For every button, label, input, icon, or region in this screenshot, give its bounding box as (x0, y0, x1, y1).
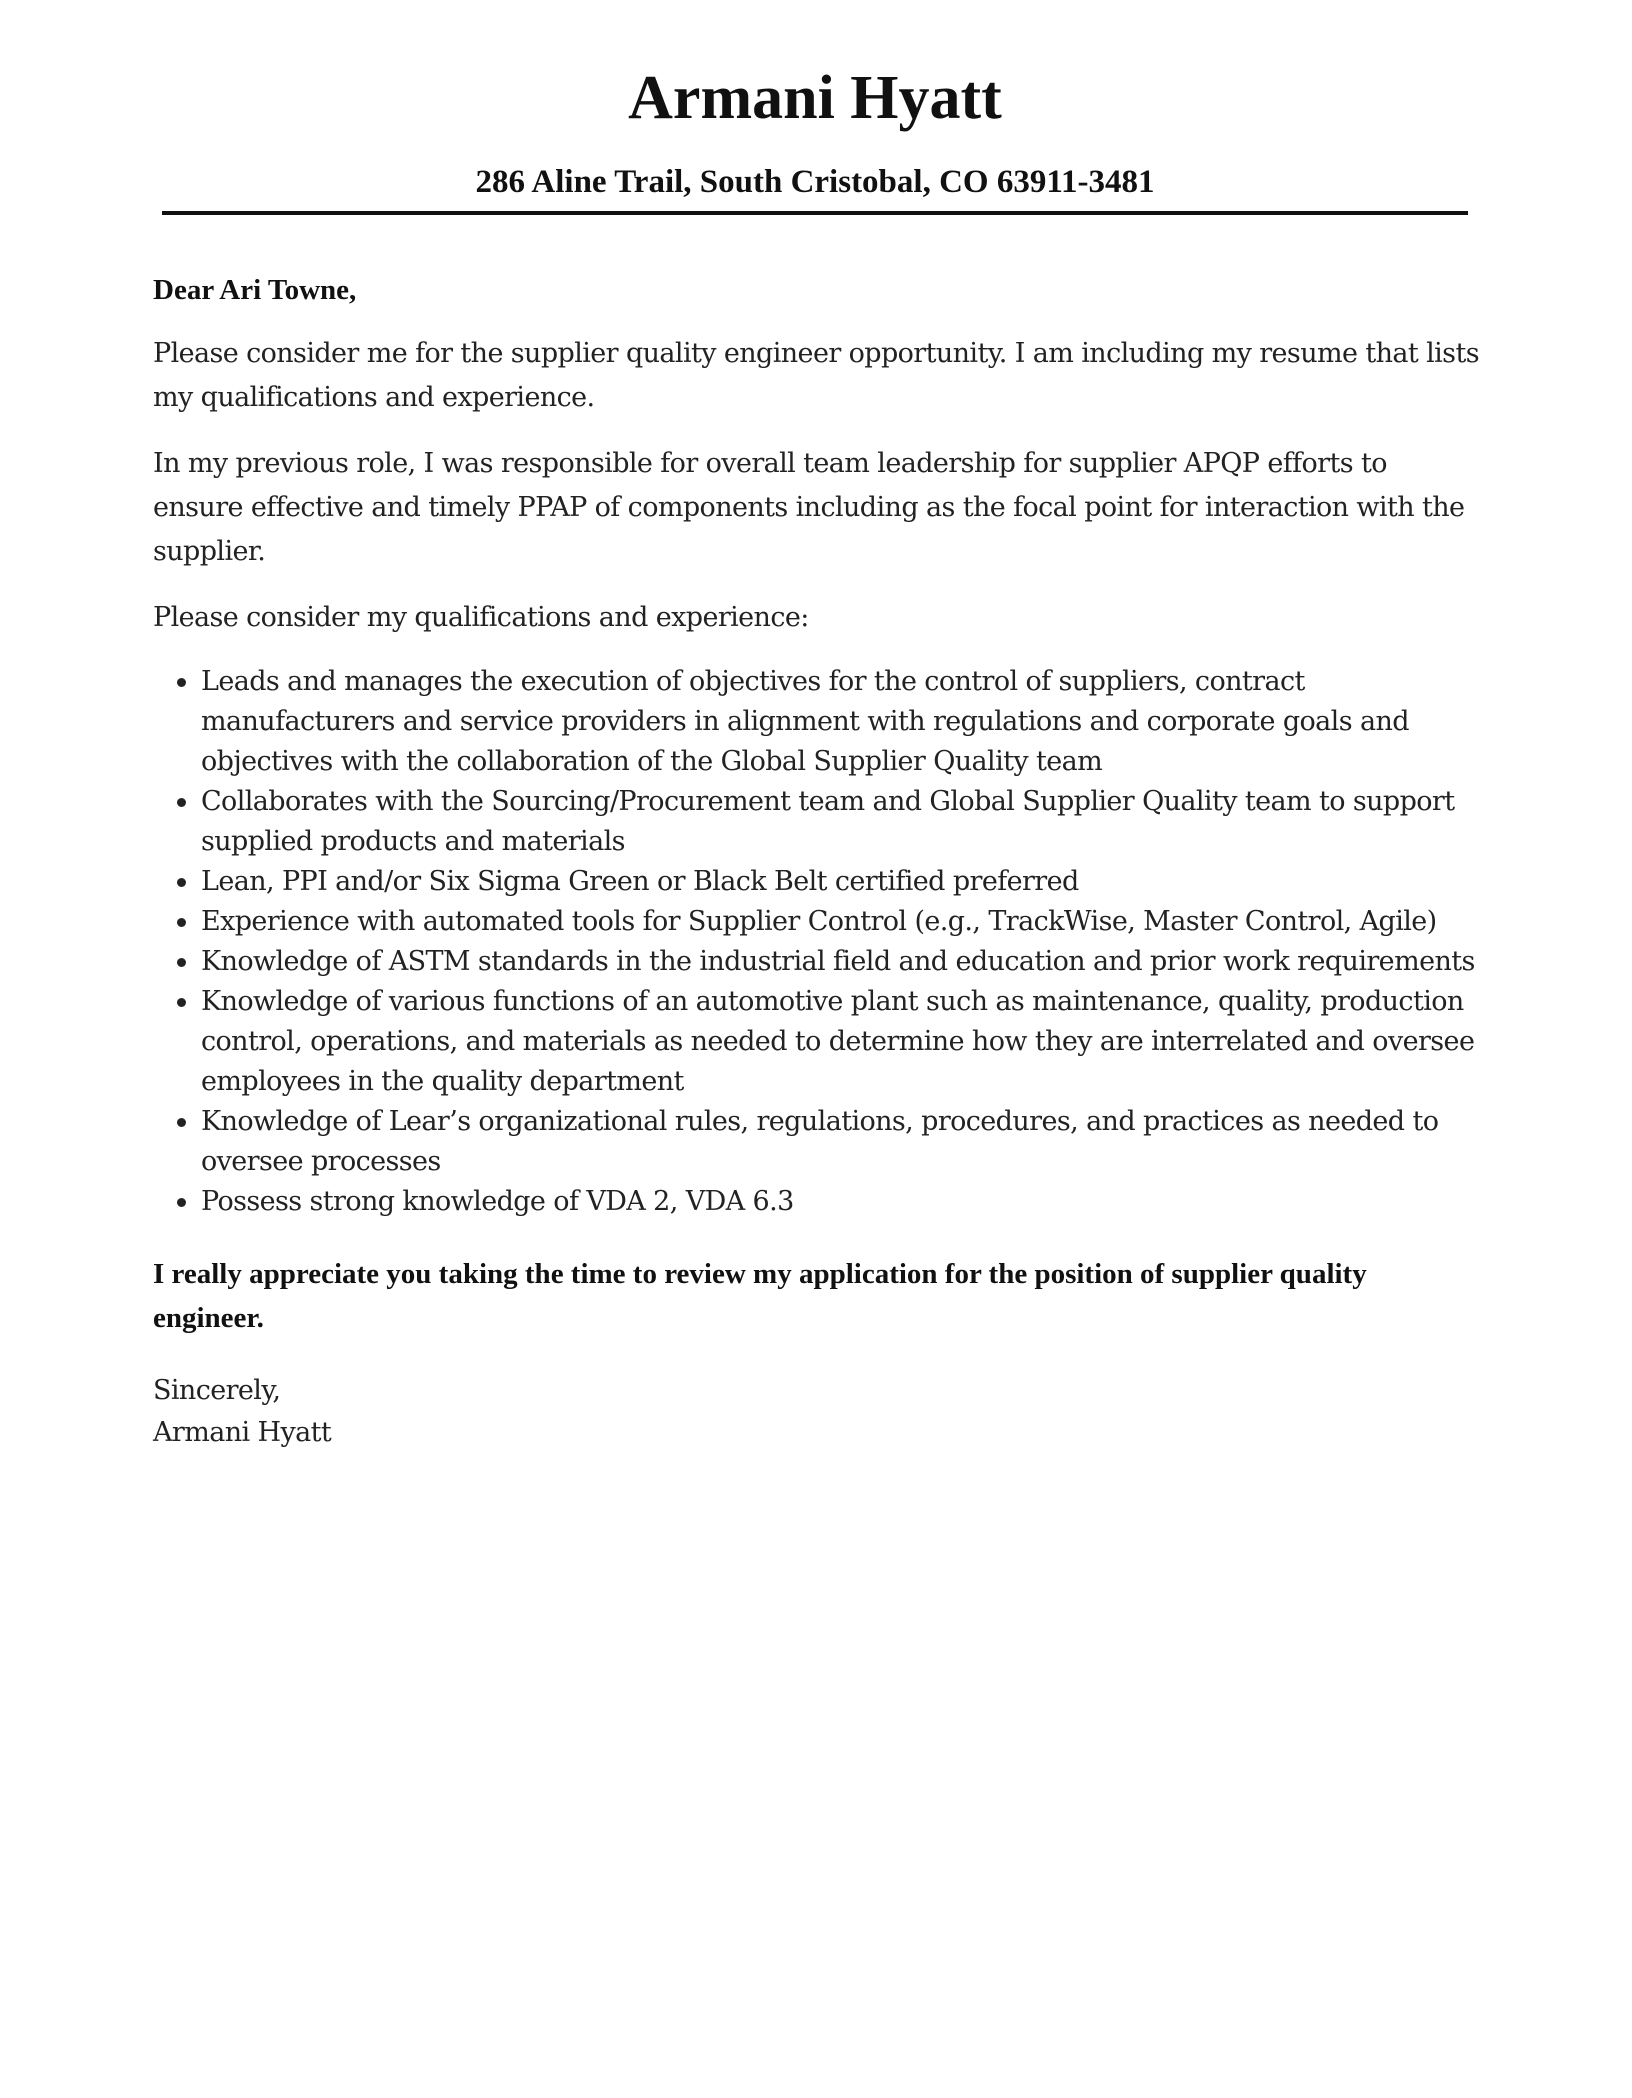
closing-statement: I really appreciate you taking the time to review my application for the position of supplier quality engineer. (153, 1258, 1367, 1334)
list-item-text: Lean, PPI and/or Six Sigma Green or Black Belt certified preferred (201, 866, 1079, 897)
list-item (153, 1102, 1483, 1182)
list-item (153, 662, 1483, 782)
bullet-icon (177, 918, 186, 927)
list-item (153, 982, 1483, 1102)
list-item-text: Knowledge of ASTM standards in the industrial field and education and prior work requirements (201, 946, 1475, 977)
bullet-icon (177, 878, 186, 887)
qualifications-list (153, 662, 1483, 1222)
intro-paragraph: Please consider me for the supplier quality engineer opportunity. I am including my resume that lists my qualifications and experience. (153, 338, 1479, 413)
letter-header (162, 58, 1468, 202)
bullet-icon (177, 998, 186, 1007)
header-divider (162, 211, 1468, 215)
list-item (153, 1182, 1483, 1222)
list-item-text: Leads and manages the execution of objectives for the control of suppliers, contract manufacturers and service providers in alignment with regulations and corporate goals and objectives with the collaboration of the Global Supplier Quality team (201, 666, 1409, 777)
list-item-text: Possess strong knowledge of VDA 2, VDA 6.3 (201, 1186, 794, 1217)
salutation: Dear Ari Towne, (153, 274, 357, 306)
bullet-icon (177, 958, 186, 967)
list-item-text: Experience with automated tools for Supplier Control (e.g., TrackWise, Master Control, Agile) (201, 906, 1437, 937)
list-item-text: Knowledge of various functions of an automotive plant such as maintenance, quality, production control, operations, and materials as needed to determine how they are interrelated and oversee employees in the quality department (201, 986, 1475, 1097)
list-item (153, 862, 1483, 902)
bullet-icon (177, 798, 186, 807)
list-item-text: Collaborates with the Sourcing/Procurement team and Global Supplier Quality team to support supplied products and materials (201, 786, 1455, 857)
sender-address: 286 Aline Trail, South Cristobal, CO 63911-3481 (475, 164, 1155, 200)
sender-name: Armani Hyatt (628, 64, 1002, 132)
signoff: Sincerely, (153, 1375, 281, 1406)
list-item (153, 902, 1483, 942)
qualifications-lead-in: Please consider my qualifications and experience: (153, 602, 809, 633)
bullet-icon (177, 678, 186, 687)
experience-paragraph: In my previous role, I was responsible for overall team leadership for supplier APQP efforts to ensure effective and timely PPAP of components including as the focal point for interaction with the supplier. (153, 448, 1465, 567)
list-item (153, 782, 1483, 862)
bullet-icon (177, 1198, 186, 1207)
letter-body (153, 270, 1483, 1454)
list-item-text: Knowledge of Lear’s organizational rules, regulations, procedures, and practices as needed to oversee processes (201, 1106, 1439, 1177)
bullet-icon (177, 1118, 186, 1127)
list-item (153, 942, 1483, 982)
signature-name: Armani Hyatt (153, 1417, 332, 1448)
